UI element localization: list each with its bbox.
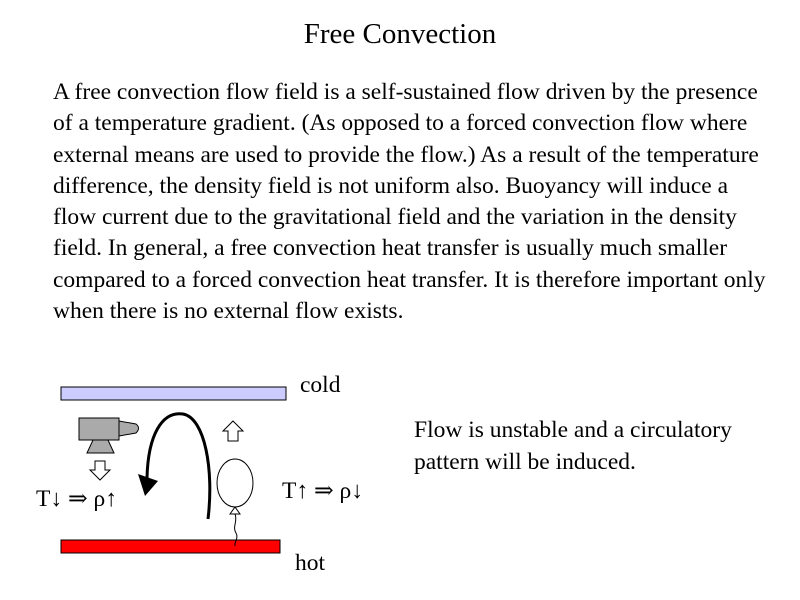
anvil-icon (79, 418, 139, 453)
hollow-up-arrow-icon (223, 421, 243, 441)
cold-label: cold (300, 372, 341, 398)
balloon-icon (217, 459, 253, 546)
hollow-down-arrow-icon (90, 461, 110, 480)
hot-label: hot (295, 550, 326, 576)
hot-plate (61, 540, 280, 553)
density-increase-relation: T↓ ⇒ ρ↑ (36, 486, 118, 512)
circulation-arrow-icon (138, 414, 210, 519)
slide-title: Free Convection (303, 18, 497, 50)
body-paragraph: A free convection flow field is a self-sustained flow driven by the presence of a temperature gradient. (As opposed to a forced convection flow where external means are used to provide the flow.) As a result of the temperature difference, the density field is not uniform also. Buoyancy will induce a flow current due to the gravitational field and the variation in the density field. In general, a free convection heat transfer is usually much smaller compared to a forced convection heat transfer. It is therefore important only when there is no external flow exists. (53, 79, 766, 325)
cold-plate (61, 387, 286, 400)
density-decrease-relation: T↑ ⇒ ρ↓ (282, 478, 364, 504)
instability-note: Flow is unstable and a circulatory pattern will be induced. (414, 417, 732, 475)
